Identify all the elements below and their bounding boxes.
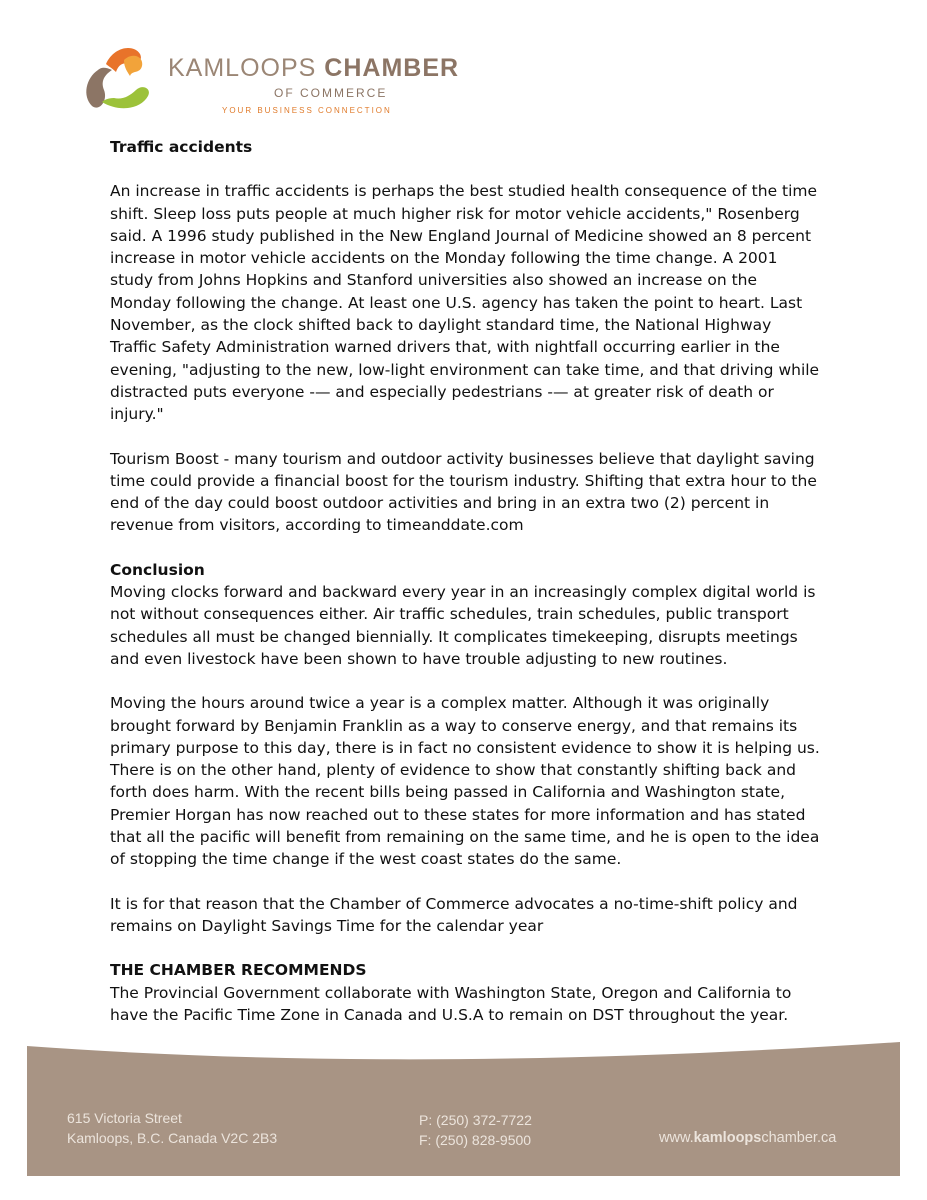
website-link[interactable] xyxy=(659,1128,836,1148)
web-suffix: chamber.ca xyxy=(761,1130,837,1146)
section-heading-conclusion: Conclusion xyxy=(110,560,205,579)
paragraph-conclusion-1: Moving clocks forward and backward every year in an increasingly complex digital world is not without consequences either. Air traffic schedules, train schedules, public transport schedules all must be changed biennially. It complicates timekeeping, disrupts meetings and even livestock have been shown to have trouble adjusting to new routines. xyxy=(110,583,816,668)
section-heading-recommends: THE CHAMBER RECOMMENDS xyxy=(110,961,367,980)
paragraph-traffic: An increase in traffic accidents is perhaps the best studied health consequence of the time shift. Sleep loss puts people at much higher risk for motor vehicle accidents," Rosenberg said. A 1996 study published in the New England Journal of Medicine showed an 8 percent increase in motor vehicle accidents on the Monday following the time change. A 2001 study from Johns Hopkins and Stanford universities also showed an increase on the Monday following the change. At least one U.S. agency has taken the point to heart. Last November, as the clock shifted back to daylight standard time, the National Highway Traffic Safety Administration warned drivers that, with nightfall occurring earlier in the evening, "adjusting to the new, low-light environment can take time, and that driving while distracted puts everyone -— and especially pedestrians -— at greater risk of death or injury." xyxy=(110,182,820,424)
org-name-bold: CHAMBER xyxy=(324,54,460,82)
letter-body xyxy=(110,136,822,1026)
footer-address xyxy=(67,1108,277,1148)
paragraph-conclusion-2: Moving the hours around twice a year is a complex matter. Although it was originally brought forward by Benjamin Franklin as a way to conserve energy, and that remains its primary purpose to this day, there is in fact no consistent evidence to show it is helping us. There is on the other hand, plenty of evidence to show that constantly shifting back and forth does harm. With the recent bills being passed in California and Washington state, Premier Horgan has now reached out to these states for more information and has stated that all the pacific will benefit from remaining on the same time, and he is open to the idea of stopping the time change if the west coast states do the same. xyxy=(110,694,820,869)
phone-number: P: (250) 372-7722 xyxy=(419,1112,532,1128)
footer-background xyxy=(27,1038,900,1176)
web-bold: kamloops xyxy=(693,1130,762,1146)
organization-name xyxy=(168,54,459,83)
address-line-2: Kamloops, B.C. Canada V2C 2B3 xyxy=(67,1130,278,1146)
section-heading-traffic: Traffic accidents xyxy=(110,138,253,156)
letterhead xyxy=(78,40,478,125)
footer-contact xyxy=(419,1110,532,1150)
chamber-logo-icon xyxy=(78,40,158,114)
organization-subtitle: OF COMMERCE xyxy=(274,86,388,100)
letter-footer xyxy=(27,1038,900,1176)
fax-number: F: (250) 828-9500 xyxy=(419,1132,532,1148)
paragraph-tourism: Tourism Boost - many tourism and outdoor activity businesses believe that daylight saving time could provide a financial boost for the tourism industry. Shifting that extra hour to the end of the day could boost outdoor activities and bring in an extra two (2) percent in revenue from visitors, according to timeanddate.com xyxy=(110,449,817,535)
tagline: YOUR BUSINESS CONNECTION xyxy=(222,106,392,115)
org-name-light: KAMLOOPS xyxy=(168,54,317,82)
web-prefix: www. xyxy=(659,1130,694,1146)
address-line-1: 615 Victoria Street xyxy=(67,1110,182,1126)
paragraph-recommendation: The Provincial Government collaborate with Washington State, Oregon and California to have the Pacific Time Zone in Canada and U.S.A to remain on DST throughout the year. xyxy=(110,983,792,1024)
paragraph-conclusion-3: It is for that reason that the Chamber of Commerce advocates a no-time-shift policy and remains on Daylight Savings Time for the calendar year xyxy=(110,894,798,935)
